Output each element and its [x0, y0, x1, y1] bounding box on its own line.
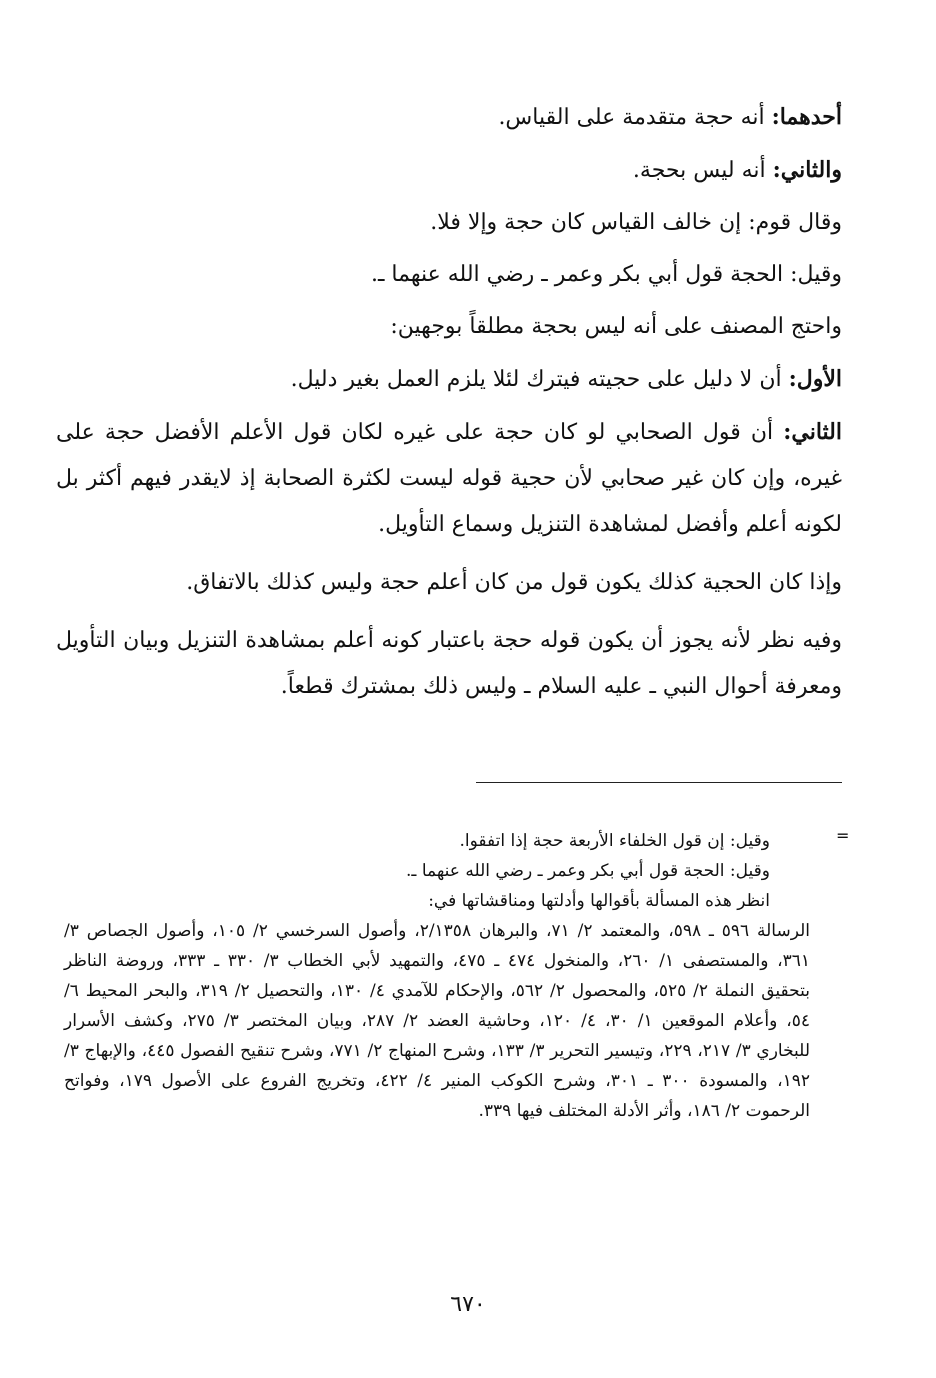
paragraph-7 — [56, 409, 842, 548]
paragraph-2 — [56, 147, 842, 194]
paragraph-text: وإذا كان الحجية كذلك يكون قول من كان أعلم حجة وليس كذلك بالاتفاق. — [186, 570, 842, 595]
footnotes — [64, 826, 810, 1126]
footnote-line: وقيل: الحجة قول أبي بكر وعمر ـ رضي الله عنهما ـ. — [406, 861, 770, 881]
paragraph-text: أن قول الصحابي لو كان حجة على غيره لكان قول الأعلم الأفضل حجة على غيره، وإن كان غير صحابي لأن حجية قوله ليست لكثرة الصحابة إذ لايقدر فيهم أكثر بل لكونه أعلم وأفضل لمشاهدة التنزيل وسماع التأويل. — [56, 420, 842, 537]
footnote-continuation-mark: = — [836, 826, 850, 845]
paragraph-text: واحتج المصنف على أنه ليس بحجة مطلقاً بوجهين: — [390, 314, 842, 339]
footnote-separator — [476, 782, 842, 783]
paragraph-1 — [56, 94, 842, 141]
paragraph-9 — [56, 618, 842, 710]
paragraph-text: وقيل: الحجة قول أبي بكر وعمر ـ رضي الله عنهما ـ. — [370, 262, 842, 287]
footnote-line: وقيل: إن قول الخلفاء الأربعة حجة إذا اتفقوا. — [459, 831, 770, 851]
paragraph-text: أن لا دليل على حجيته فيترك لئلا يلزم العمل بغير دليل. — [290, 367, 789, 392]
paragraph-4 — [56, 252, 842, 298]
page-number: ٦٧٠ — [450, 1292, 486, 1317]
paragraph-lead: الثاني: — [783, 419, 842, 445]
paragraph-text: وفيه نظر لأنه يجوز أن يكون قوله حجة باعتبار كونه أعلم بمشاهدة التنزيل وبيان التأويل ومعرفة أحوال النبي ـ عليه السلام ـ وليس ذلك بمشترك قطعاً. — [56, 628, 842, 699]
paragraph-lead: الأول: — [788, 366, 842, 392]
paragraph-text: أنه حجة متقدمة على القياس. — [498, 105, 772, 130]
main-text — [56, 94, 842, 722]
paragraph-3 — [56, 200, 842, 246]
footnote-line: انظر هذه المسألة بأقوالها وأدلتها ومناقشاتها في: — [428, 891, 770, 911]
paragraph-5 — [56, 304, 842, 350]
paragraph-lead: أحدهما: — [771, 104, 842, 130]
paragraph-8 — [56, 560, 842, 606]
footnote-references: الرسالة ٥٩٦ ـ ٥٩٨، والمعتمد ٢/ ٧١، والبرهان ٢/١٣٥٨، وأصول السرخسي ٢/ ١٠٥، وأصول الجصاص ٣/ ٣٦١، والمستصفى ١/ ٢٦٠، والمنخول ٤٧٤ ـ ٤٧٥، والتمهيد لأبي الخطاب ٣/ ٣٣٠ ـ ٣٣٣، وروضة الناظر بتحقيق النملة ٢/ ٥٢٥، والمحصول ٢/ ٥٦٢، والإحكام للآمدي ٤/ ١٣٠، والتحصيل ٢/ ٣١٩، والبحر المحيط ٦/ ٥٤، وأعلام الموقعين ١/ ٣٠، ٤/ ١٢٠، وحاشية العضد ٢/ ٢٨٧، وبيان المختصر ٣/ ٢٧٥، وكشف الأسرار للبخاري ٣/ ٢١٧، ٢٢٩، وتيسير التحرير ٣/ ١٣٣، وشرح المنهاج ٢/ ٧٧١، وشرح تنقيح الفصول ٤٤٥، والإبهاج ٣/ ١٩٢، والمسودة ٣٠٠ ـ ٣٠١، وشرح الكوكب المنير ٤/ ٤٢٢، وتخريج الفروع على الأصول ١٧٩، وفواتح الرحموت ٢/ ١٨٦، وأثر الأدلة المختلف فيها ٣٣٩. — [64, 921, 811, 1121]
paragraph-lead: والثاني: — [772, 157, 842, 183]
paragraph-text: وقال قوم: إن خالف القياس كان حجة وإلا فلا. — [430, 210, 842, 235]
paragraph-text: أنه ليس بحجة. — [632, 158, 773, 183]
paragraph-6 — [56, 356, 842, 403]
